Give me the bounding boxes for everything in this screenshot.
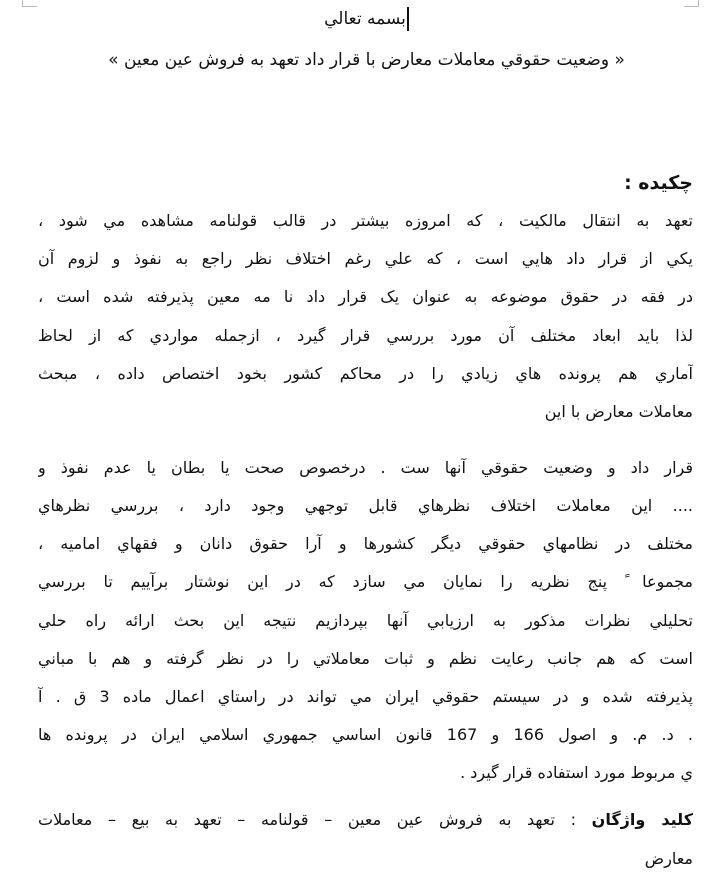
abstract-line: يكي از قرار داد هايي است ، كه علي رغم اختلاف نظر راجع به نفوذ و لزوم آن bbox=[38, 249, 693, 268]
abstract-line: قرار داد و وضعيت حقوقي آنها ست . درخصوص صحت يا بطان يا عدم نفوذ و bbox=[38, 458, 693, 477]
abstract-line: معاملات معارض با اين bbox=[544, 402, 693, 421]
abstract-line: است كه هم جانب رعايت نظم و ثبات معاملاتي را در نظر گرفته و هم با مباني bbox=[38, 649, 693, 668]
abstract-heading: چكيده : bbox=[624, 172, 693, 194]
bismillah-text: بسمه تعالي bbox=[324, 9, 406, 29]
keywords-label: كليد واژگان bbox=[591, 810, 693, 829]
keywords-continuation: معارض bbox=[644, 849, 693, 868]
crop-mark-left bbox=[22, 0, 37, 7]
abstract-line: مجموعا ً پنج نظريه را نمايان مي سازد كه در اين نوشتار برآييم تا بررسي bbox=[38, 572, 693, 591]
abstract-line: تحليلي نظرات مذكور به ارزيابي آنها بپردازيم نتيجه اين بحث ارائه راه حلي bbox=[38, 611, 693, 630]
document-title: « وضعيت حقوقي معاملات معارض با قرار داد تعهد به فروش عين معين » bbox=[108, 50, 625, 70]
abstract-line: ي مربوط مورد استفاده قرار گيرد . bbox=[460, 763, 693, 782]
abstract-line: در فقه در حقوق موضوعه به عنوان يک قرار داد نا مه معين پذيرفته شده است ، bbox=[38, 287, 693, 306]
abstract-line: لذا بايد ابعاد مختلف آن مورد بررسي قرار گيرد ، ازجمله مواردي كه از لحاظ bbox=[38, 326, 693, 345]
abstract-line: پذيرفته شده و در سيستم حقوقي ايران مي تواند در راستاي اعمال ماده 3 ق . آ bbox=[38, 687, 693, 706]
abstract-line: آماري هم پرونده هاي زيادي را در محاكم كشور بخود اختصاص داده ، مبحث bbox=[38, 364, 693, 383]
abstract-line: .... اين معاملات اختلاف نظرهاي قابل توجهي وجود دارد ، بررسي نظرهاي bbox=[38, 496, 693, 515]
keywords-line bbox=[38, 806, 693, 834]
text-cursor bbox=[407, 7, 409, 31]
abstract-line: مختلف در نظامهاي حقوقي ديگر كشورها و آرا حقوق دانان و فقهاي اماميه ، bbox=[38, 534, 693, 553]
bismillah-line[interactable] bbox=[40, 6, 693, 32]
abstract-line: . د. م. و اصول 166 و 167 قانون اساسي جمهوري اسلامي ايران در پرونده ها bbox=[38, 725, 693, 744]
abstract-line: تعهد به انتقال مالكيت ، كه امروزه بيشتر در قالب قولنامه مشاهده مي شود ، bbox=[38, 211, 693, 230]
keywords-text: : تعهد به فروش عين معين – قولنامه – تعهد به بيع – معاملات bbox=[38, 810, 592, 829]
